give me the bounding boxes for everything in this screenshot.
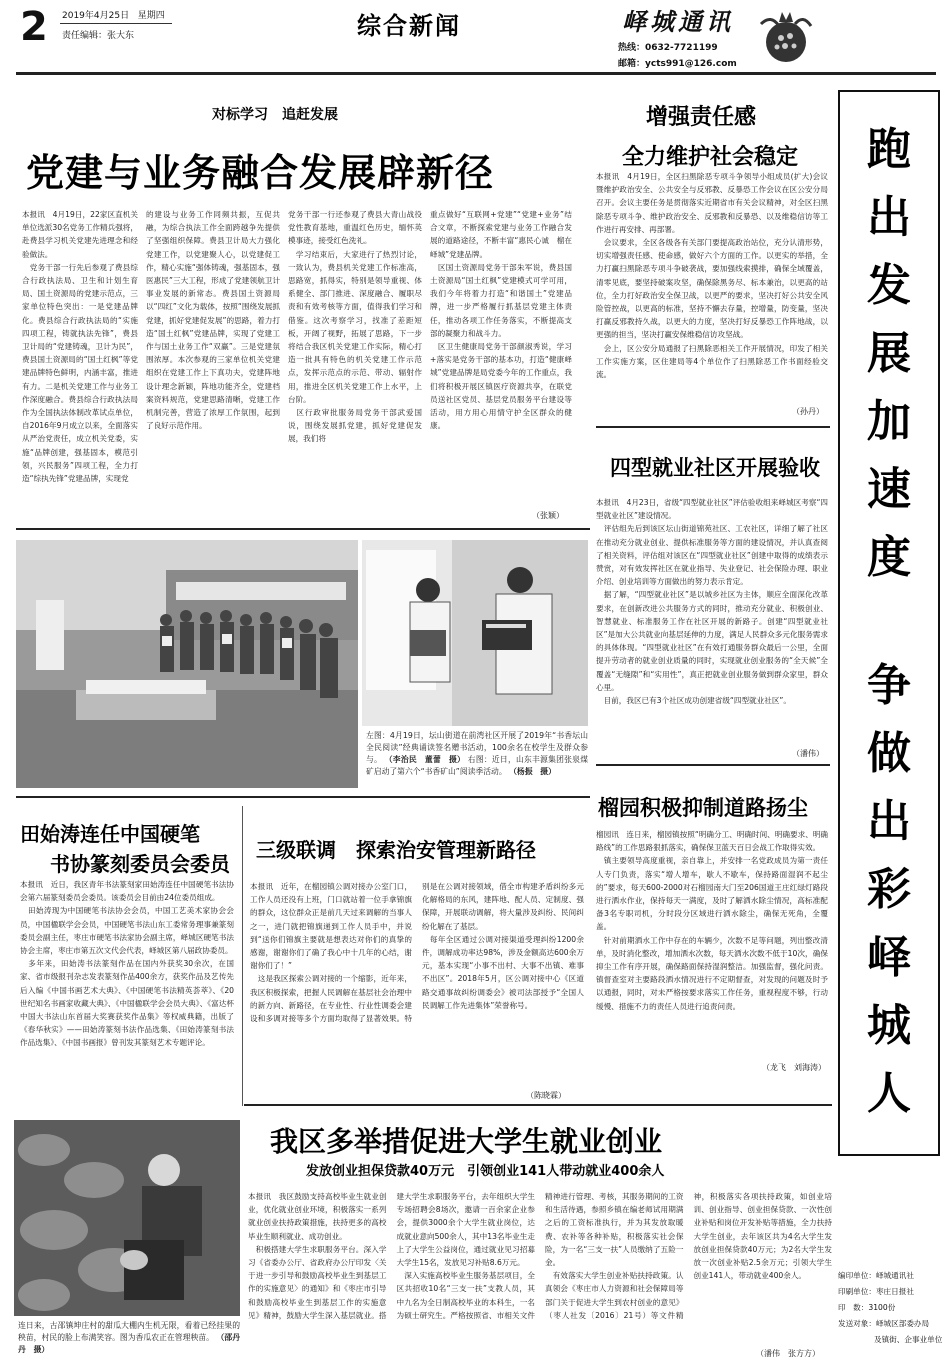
employment-body: 本报讯 我区鼓励支持高校毕业生就业创业，优化就业创业环境，积极落实一系列就业创业扶持政策措施，扶持更多的高校毕业生顺利就业、成功创业。 积极搭建大学生求职服务平台。深入学习《省委办公厅、省政府办公厅印发〈关于进一步引导和鼓励高校毕业生到基层工作的实施意见〉的通知》和《枣庄市引导和鼓励高校毕业生到基层工作的实施意见》精神，鼓励大学生深入基层就业。搭建大学生求职服务平台，去年组织大学生专场招聘会8场次，邀请一百余家企业参会，提供3000余个大学生就业岗位，达成就业意向500余人，其中13名毕业生走上了大学生公益岗位，通过就业见习招募大学生15名，发放见习补贴8.6万元。 深入实施高校毕业生服务基层项目，全区共招收10名“三支一扶”支教人员，其中九名为全日制高校毕业的本科生，一名为硕士研究生。严格按照省、市相关文件精神进行管理、考核，其服务期间的工资和生活待遇，参照乡镇在编老师试用期满之后的工资标准执行，并为其发放取暖费、农补等各种补贴，积极落实社会保险，为一名“三支一扶”人员缴纳了五险一金。 有效落实大学生创业补贴扶持政策。认真领会《枣庄市人力资源和社会保障局等部门关于促进大学生到农村创业的意见》（枣人社发〔2016〕21号）等文件精神，积极落实各项扶持政策，如创业培训、创业指导、创业担保贷款、一次性创业补贴和岗位开发补贴等措施，全力扶持大学生创业，去年该区共为4名大学生发放创业担保贷款40万元；为2名大学生发放一次创业补贴2.5余万元；引领大学生创业141人，带动就业400余人。 bbox=[248, 1192, 832, 1320]
paper-name: 峄城通讯 bbox=[622, 7, 734, 36]
lead-col-1: 本报讯 4月19日，22家区直机关单位选派30名党务工作精兵强将，赴费县学习机关党建先进理念和经验做法。 党务干部一行先后参观了费县综合行政执法局、卫生和计划生育局、国土资源局的党建示范点，三家单位特色突出：一是党建品牌化。费县综合行政执法局的“实施四项工程，铸就执法先锋”，费县卫计局的“党建铸魂，卫计为民”，费县国土资源局的“国土红枫”等党建品牌特色鲜明，内涵丰富，推进有力。二是机关党建工作与业务工作深度融合。费县综合行政执法局作为全国执法体制改革试点单位，自2016年9月成立以来，全面落实从严治党责任，成立机关党委，实施“品牌创建，强基固本，模范引领，兴民服务”四项工程，全力打造“综执先锋”党建品牌，实现党 bbox=[22, 210, 138, 484]
calligraphy-body: 本报讯 近日，我区青年书法篆刻家田始涛连任中国硬笔书法协会第六届篆刻委员会委员。该委员会目前由24位委员组成。 田始涛现为中国硬笔书法协会会员，中国工艺美术家协会会员，中国楹联学会会员，中国硬笔书法山东工委常务理事兼篆刻委员会副主任，枣庄市硬笔书法家协会副主席，峄城区硬笔书法协会主席，枣庄市第五次文代会代表，峄城区第八届政协委员。 多年来，田始涛书法篆刻作品在国内外获奖30余次，在国家、省市级报刊杂志发表篆刻作品400余方，获奖作品及艺传先后入编《中国书画艺术大典》、《中国硬笔书法精英荟萃》、《20世纪知名书画家收藏大典》、《中国楹联学会会员大典》、《富达杯中国大书法山东首届大奖赛获奖作品集》等权威典籍，出版了《春华秋实》——田始涛篆刻书法作品选集、《田始涛篆刻书法作品选集》、《中国书画报》曾刊发其篆刻艺术专题评论。 bbox=[20, 880, 234, 1048]
reading-event-photo bbox=[16, 540, 358, 788]
slogan-char: 彩 bbox=[867, 864, 911, 915]
photo-caption-left bbox=[366, 730, 596, 794]
lead-author: （张颖） bbox=[532, 511, 564, 520]
community-body: 本报讯 4月23日，省级“四型就业社区”评估验收组来峄城区考察“四型就业社区”建设情况。 评估组先后到该区坛山街道锦苑社区、工农社区，详细了解了社区在推动充分就业创业、提供标准服务等方面的建设情况，并认真查阅了相关资料，评估组对该区在“四型就业社区”创建中取得的成绩表示赞赏，对有效发挥社区在就业指导、失业登记、社会保险办理、职业介绍、创业培训等方面做出的努力表示肯定。 据了解，“四型就业社区”是以城乡社区为主体，顺应全面深化改革要求，在创新改进公共服务方式的同时，推动充分就业、积极创业、智慧就业、标准服务工作在社区开展的新路子。创建“四型就业社区”是加大公共就业向基层延伸的力度，满足人民群众多元化服务需求的具体体现。“四型就业社区”在有效打通服务群众最后一公里，全面提升劳动者的就业创业质量的同时，实现就业创业服务的“全天候”全覆盖“无缝隙”和“实用性”，真正把就业创业服务做到群众家里，群众心里。 目前，我区已有3个社区成功创建省级“四型就业社区”。 bbox=[596, 498, 828, 706]
security-mgmt-title: 三级联调 探索治安管理新路径 bbox=[256, 838, 536, 862]
security-mgmt-author: （陈晓霖） bbox=[526, 1091, 566, 1100]
melon-caption-text: 连日来，古邵镇坤庄村的甜瓜大棚内生机无限，看着已经挂果的秧苗，村民的脸上布满笑容。图为香瓜农正在管理秧苗。 bbox=[18, 1321, 240, 1342]
employment-title: 我区多举措促进大学生就业创业 bbox=[270, 1125, 663, 1158]
security-title-2: 全力维护社会稳定 bbox=[622, 145, 799, 170]
photo-credit-right: （杨振 摄） bbox=[509, 767, 556, 776]
lead-col-3: 党务干部一行还参观了费县大青山战役党性教育基地，重温红色历史，缅怀英模事迹，接受红色洗礼。 学习结束后，大家进行了热烈讨论，一致认为，费县机关党建工作标准高，思路宽，抓得实，特别是领导重视、体系健全、部门推进、深度融合、履职尽责和有效考核等方面，值得我们学习和借鉴。这次考察学习，找准了差距短板，开阔了视野，拓展了思路，下一步将结合我区机关党建工作实际，精心打造一批具有特色的机关党建工作示范点，发挥示范点的示范、带动、辐射作用，推进全区机关党建工作上水平，上台阶。 区行政审批服务局党务干部武爱国说，围绕发展抓党建，抓好党建促发展，我们将 bbox=[288, 210, 422, 444]
mine-reading-photo bbox=[362, 540, 588, 726]
security-author: （孙丹） bbox=[792, 407, 824, 416]
lead-bottom-rule bbox=[16, 528, 590, 530]
employment-subtitle: 发放创业担保贷款40万元 引领创业141人带动就业400余人 bbox=[306, 1164, 665, 1179]
lead-col-4: 重点做好“互联网+党建”“党建+业务”结合文章，不断探索党建与业务工作融合发展的道路途径，不断丰富“惠民心诚 榴在峄城”党建品牌。 区国土资源局党务干部朱军说，费县国土资源局“国土红枫”党建模式可学可用，我们今年将着力打造“和谐国土”党建品牌，进一步严格履行抓基层党建主体责任，推动各项工作任务落实，不断提高支部的凝聚力和战斗力。 区卫生健康局党务干部颜淑秀说，学习+落实是党务干部的基本功，打造“健康峄城”党建品牌是局党委今年的工作重点，我们将积极开展区镇医疗资源共享，在联党员送社区党员、基层党员服务平台建设等活动，用方用心用情守护全区群众的健康。 bbox=[430, 210, 572, 431]
melon-greenhouse-photo bbox=[14, 1120, 240, 1316]
photo-caption-text: 左图：4月19日，坛山街道在前湾社区开展了2019年“书香坛山 全民阅读”经典诵读签名赠书活动，100余名在校学生及群众参与。 bbox=[366, 731, 596, 764]
road-body: 榴园讯 连日来，榴园镇按照“明确分工、明确时间、明确要求、明确路线”的工作思路狠抓落实，确保保卫蓝天百日会战工作取得实效。 镇主要领导高度重视，亲自靠上，并安排一名党政成员为第一责任人专门负责，落实“增人增车，歇人不歇车，保持路面湿润不起尘的”要求，每天600-2000对石榴园南大门至206国道王庄红绿灯路段进行洒水作业，保持每天一满度，及时了解洒水除尘情况，高标准配备3名专职司机，分时段分区域进行洒水除尘，确保无死角，全覆盖。 针对前期洒水工作中存在的车辆少，次数不足等问题，列出整改清单，及时消化整改，增加洒水次数，每天洒水次数不低于10次，确保抑尘工作有序开展，确保路面保持湿润整洁。加强监督，强化问责。镇督查室对主要路段洒水情况进行不定期督查，对发现的问题及时予以通报，同时，对未严格按要求落实工作任务，重视程度不够，行动缓慢、措施不力的责任人员进行追责问责。 bbox=[596, 830, 828, 1011]
imprint-distribution-2: 及镇街、企事业单位 bbox=[874, 1335, 943, 1344]
email: 邮箱：ycts991@126.com bbox=[618, 59, 737, 69]
section-title: 综合新闻 bbox=[357, 12, 461, 40]
slogan-char: 速 bbox=[867, 464, 911, 515]
pomegranate-logo bbox=[757, 4, 815, 72]
slogan-char: 峄 bbox=[867, 932, 911, 983]
imprint-printing-unit: 印刷单位：枣庄日报社 bbox=[838, 1287, 914, 1296]
slogan-char: 人 bbox=[867, 1068, 911, 1119]
slogan-char: 发 bbox=[867, 260, 911, 311]
imprint-box bbox=[838, 1268, 942, 1364]
photo-credit-left: （李治民 董蕾 摄） bbox=[384, 755, 466, 764]
masthead-rule bbox=[16, 72, 936, 75]
slogan-char: 度 bbox=[867, 532, 911, 583]
vertical-slogan-box bbox=[838, 90, 940, 1156]
vertical-slogan bbox=[840, 116, 938, 1128]
community-author: （潘伟） bbox=[792, 749, 824, 758]
community-bottom-rule bbox=[596, 764, 830, 766]
slogan-char: 加 bbox=[867, 396, 911, 447]
editor-credit: 责任编辑：张大东 bbox=[62, 31, 135, 41]
calligraphy-title-1: 田始涛连任中国硬笔 bbox=[20, 822, 200, 846]
photos-bottom-rule bbox=[16, 796, 590, 798]
security-body: 本报讯 4月19日，全区扫黑除恶专项斗争领导小组成员(扩大)会议暨维护政治安全、公共安全与反邪教、反暴恐工作会议在区公安分局召开。会议主要任务是贯彻落实近期省市有关会议精神，对全区扫黑除恶专项斗争、维护政治安全、反邪教和反暴恐、以及维稳信访等工作进行再安排、再部署。 会议要求，全区各级各有关部门要提高政治站位，充分认清形势，切实增强责任感、使命感，做好六个方面的工作。以更实的举措，全力打赢扫黑除恶专项斗争破袭战，要加强线索摸排，确保全域覆盖，清零见底，要坚持破案攻坚，确保除黑务尽、标本兼治，以更高的站位，全力打好政治安全保卫战，以更严的要求，坚决打好公共安全风险管控战，以更高的标准，坚持不懈去存量，控增量，防变量，坚决打赢反邪教持久战，以更大的力度，坚决打好反暴恐工作阵地战，以更强的担当，坚决打赢安保维稳信访攻坚战。 会上，区公安分局通报了扫黑除恶相关工作开展情况，印发了相关工作实施方案，区住建局等4个单位作了扫黑除恶工作书面经验交流。 bbox=[596, 172, 828, 380]
issue-weekday: 星期四 bbox=[137, 11, 165, 21]
hotline: 热线：0632-7721199 bbox=[618, 43, 718, 53]
header-underline bbox=[60, 23, 172, 24]
slogan-char: 展 bbox=[867, 328, 911, 379]
calligraphy-divider bbox=[242, 806, 243, 1106]
imprint-editing-unit: 编印单位：峄城通讯社 bbox=[838, 1271, 914, 1280]
community-title: 四型就业社区开展验收 bbox=[610, 456, 820, 480]
slogan-char: 做 bbox=[867, 728, 911, 779]
slogan-char: 争 bbox=[867, 660, 911, 711]
photo-caption-text2: 右图：近日，山东丰源集团张泉煤矿启动了第六个“书香矿山”阅读季活动。 bbox=[366, 755, 589, 776]
lead-title: 党建与业务融合发展辟新径 bbox=[26, 151, 495, 195]
employment-author: （潘伟 张方方） bbox=[756, 1349, 820, 1358]
road-title: 榴园积极抑制道路扬尘 bbox=[598, 796, 808, 820]
slogan-char: 城 bbox=[867, 1000, 911, 1051]
slogan-char: 出 bbox=[867, 192, 911, 243]
middle-bottom-rule bbox=[244, 1104, 832, 1106]
page-number: 2 bbox=[20, 4, 48, 50]
road-author: （龙飞 刘海涛） bbox=[762, 1063, 826, 1072]
issue-date-text: 2019年4月25日 bbox=[62, 11, 130, 21]
calligraphy-title-2: 书协篆刻委员会委员 bbox=[50, 852, 230, 876]
slogan-char: 出 bbox=[867, 796, 911, 847]
lead-col-2: 的建设与业务工作同频共振，互促共融，为综合执法工作全面跨越争先提供了坚强组织保障。费县卫计局大力强化党建工作，以党建聚人心，以党建促工作，精心实施“强体铸魂，强基固本，强医惠民”三大工程，形成了党建领航卫计事业发展的新常态。费县国土资源局以“四红”文化为载体，按照“围绕发展抓党建，抓好党建促发展”的思路，着力打造“国土红枫”党建品牌，实现了党建工作与国土业务工作“双赢”。三是党建氛围浓厚。本次参观的三家单位机关党建组织在党建工作上下真功夫，党建阵地设计理念新颖，阵地功能齐全，党建档案资料规范，党建思路清晰，党建工作机制完善，营造了浓厚工作氛围，起到了良好示范作用。 bbox=[146, 210, 280, 431]
imprint-distribution: 发送对象：峄城区部委办局 bbox=[838, 1319, 930, 1328]
security-mgmt-body: 本报讯 近年，在榴园镇公调对接办公室门口，工作人员还没有上班，门口就站着一位手拿锦旗的群众，这位群众正是前几天过来调解的当事人之一，进门就把锦旗递到工作人员手中，并说到“送你们锦旗主要就是想表达对你们的真挚的感谢，谢谢你们了确了我心中十几年的心结，谢谢你们了！” 这是我区探索公调对接的一个缩影，近年来，我区积极探索，把握人民调解在基层社会治理中的新方向、新路径，在专业性、行业性调委会建设和多调对接等多个方面均取得了显著效果。特别是在公调对接领域，借全市构建矛盾纠纷多元化解格局的东风，建阵地、配人员、定制度、强保障，开展联动调解，将大量涉及纠纷、民间纠纷化解在了基层。 每年全区通过公调对接渠道受理纠纷1200余件，调解成功率达98%，涉及金额高达600余万元，基本实现“小事不出村、大事不出镇、难事不出区”。2018年5月，区公调对接中心《区道路交通事故纠纷调委会》被司法部授予“全国人民调解工作先进集体”荣誉称号。 bbox=[250, 882, 584, 1024]
issue-date bbox=[62, 8, 165, 21]
melon-photo-caption bbox=[18, 1320, 240, 1368]
security-title-1: 增强责任感 bbox=[646, 105, 757, 130]
melon-caption-credit: （邵丹丹 摄） bbox=[18, 1333, 241, 1354]
slogan-char: 跑 bbox=[867, 124, 911, 175]
security-bottom-rule bbox=[596, 426, 830, 428]
imprint-print-run: 印 数：3100份 bbox=[838, 1303, 896, 1312]
lead-kicker: 对标学习 追赶发展 bbox=[212, 107, 338, 123]
